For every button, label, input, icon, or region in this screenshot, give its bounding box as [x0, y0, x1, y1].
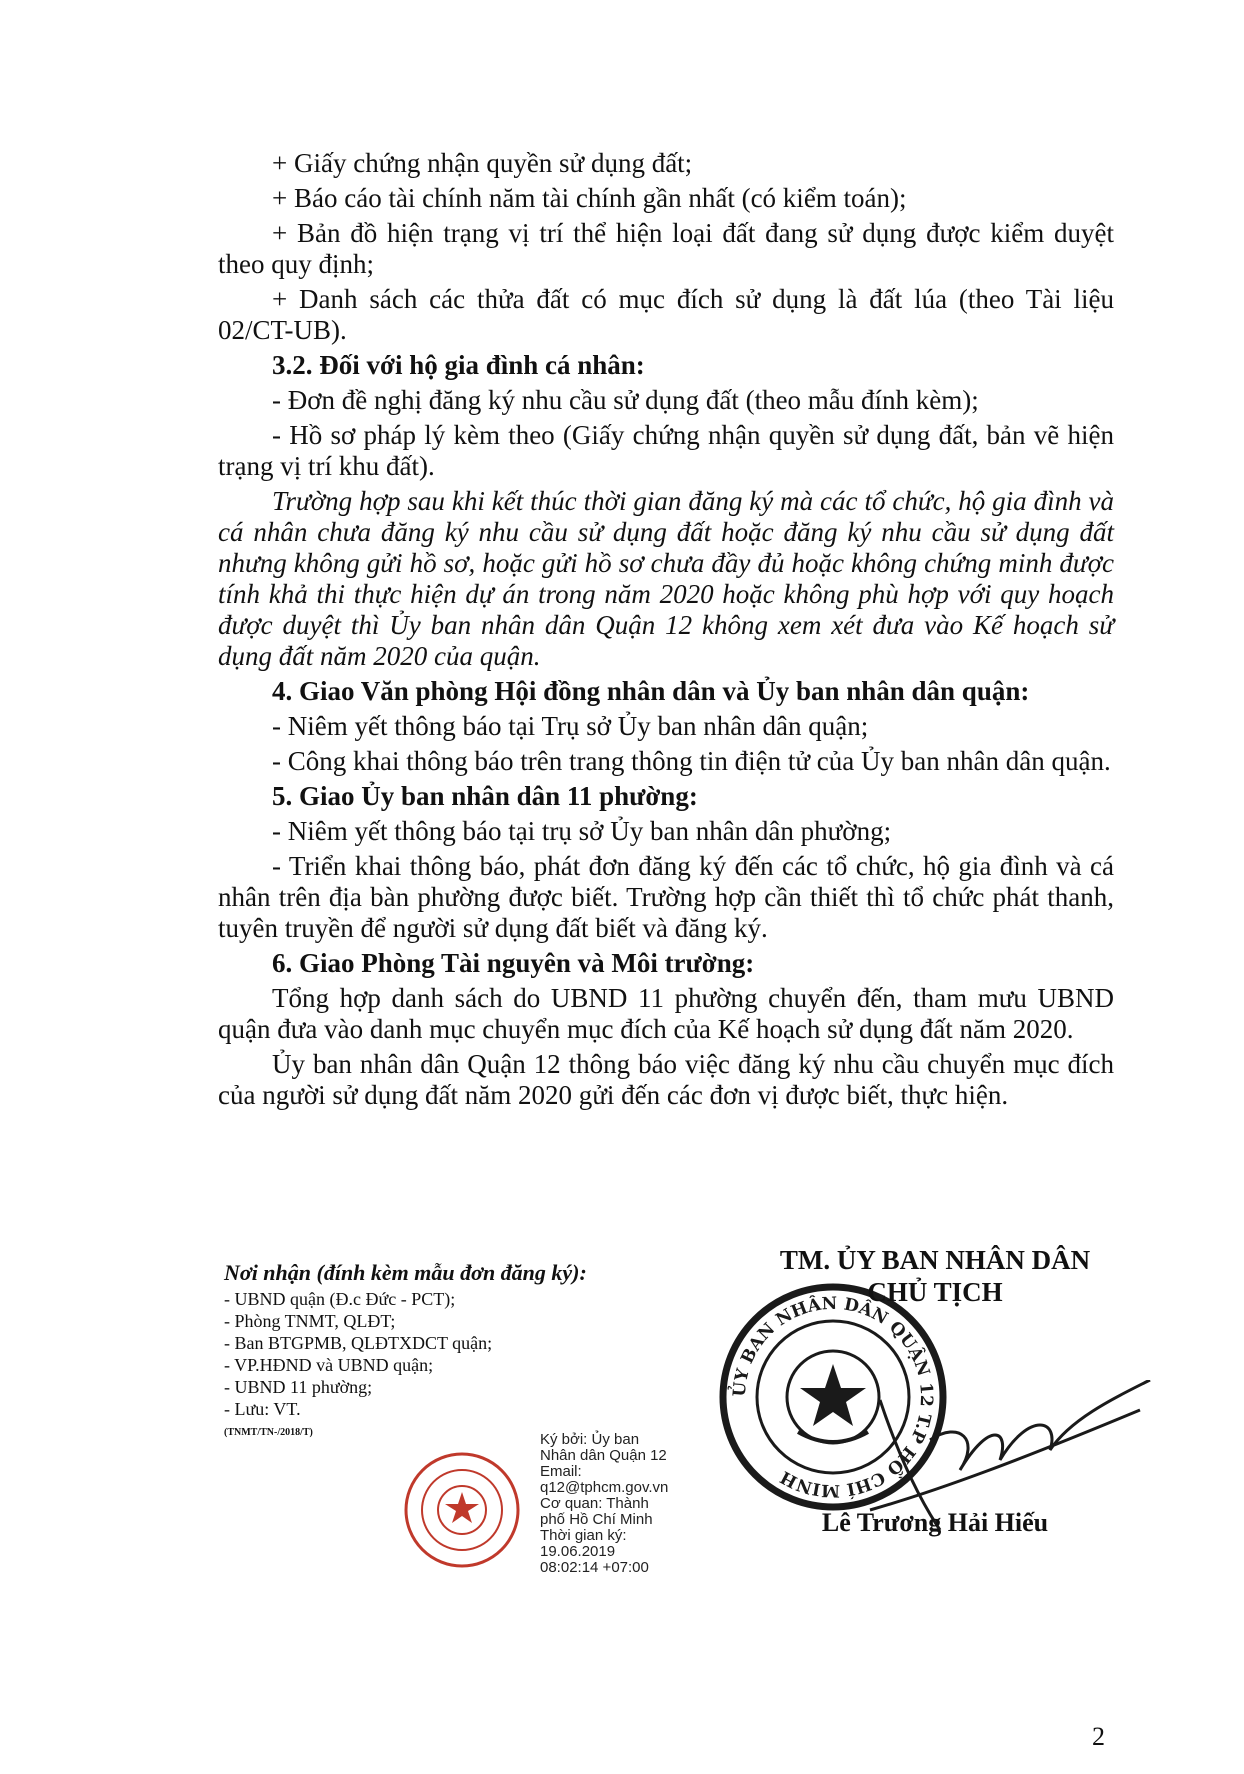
digital-signature-line: 19.06.2019: [540, 1543, 616, 1560]
recipient-item: - Lưu: VT.: [224, 1399, 301, 1419]
body-paragraph: - Niêm yết thông báo tại trụ sở Ủy ban nhân dân phường;: [272, 816, 892, 846]
recipient-item: - VP.HĐND và UBND quận;: [224, 1355, 434, 1375]
recipients-block: [224, 1262, 664, 1444]
signer-name: Lê Trương Hải Hiếu: [821, 1508, 1049, 1537]
section-heading: 5. Giao Ủy ban nhân dân 11 phường:: [272, 781, 698, 811]
signer-title: TM. ỦY BAN NHÂN DÂN: [779, 1245, 1091, 1275]
recipient-item: - Ban BTGPMB, QLĐTXDCT quận;: [224, 1333, 493, 1353]
signer-role: CHỦ TỊCH: [867, 1277, 1003, 1307]
digital-signature-line: Email:: [540, 1463, 582, 1480]
body-paragraph: Ủy ban nhân dân Quận 12 thông báo việc đăng ký nhu cầu chuyển mục đích của người sử dụng đất năm 2020 gửi đến các đơn vị được biết, thực hiện.: [218, 1049, 1114, 1110]
recipient-item: - Phòng TNMT, QLĐT;: [224, 1311, 396, 1331]
recipient-item: - UBND 11 phường;: [224, 1377, 373, 1397]
body-paragraph: Trường hợp sau khi kết thúc thời gian đăng ký mà các tổ chức, hộ gia đình và cá nhân chưa đăng ký nhu cầu sử dụng đất hoặc đăng ký nhu cầu sử dụng đất nhưng không gửi hồ sơ, hoặc gửi hồ sơ chưa đầy đủ hoặc không chứng minh được tính khả thi thực hiện dự án trong năm 2020 hoặc không phù hợp với quy hoạch được duyệt thì Ủy ban nhân dân Quận 12 không xem xét đưa vào Kế hoạch sử dụng đất năm 2020 của quận.: [218, 486, 1114, 671]
digital-signature-line: 08:02:14 +07:00: [540, 1559, 649, 1576]
document-code: (TNMT/TN-/2018/T): [224, 1427, 313, 1438]
digital-signature-line: q12@tphcm.gov.vn: [540, 1479, 669, 1496]
body-paragraph: + Giấy chứng nhận quyền sử dụng đất;: [272, 148, 693, 178]
body-paragraph: - Đơn đề nghị đăng ký nhu cầu sử dụng đất (theo mẫu đính kèm);: [272, 385, 979, 415]
body-paragraph: + Báo cáo tài chính năm tài chính gần nhất (có kiểm toán);: [272, 183, 907, 213]
body-paragraph: - Hồ sơ pháp lý kèm theo (Giấy chứng nhận quyền sử dụng đất, bản vẽ hiện trạng vị trí khu đất).: [218, 420, 1114, 481]
digital-signature-line: phố Hồ Chí Minh: [540, 1511, 653, 1528]
body-paragraph: + Danh sách các thửa đất có mục đích sử dụng là đất lúa (theo Tài liệu 02/CT-UB).: [218, 284, 1114, 345]
body-paragraph: Tổng hợp danh sách do UBND 11 phường chuyển đến, tham mưu UBND quận đưa vào danh mục chuyển mục đích của Kế hoạch sử dụng đất năm 2020.: [218, 983, 1114, 1044]
body-paragraph: - Niêm yết thông báo tại Trụ sở Ủy ban nhân dân quận;: [272, 711, 869, 741]
svg-text:ỦY BAN NHÂN DÂN QUẬN 12 T.P HỒ: ỦY BAN NHÂN DÂN QUẬN 12 T.P HỒ CHÍ MINH: [729, 1293, 937, 1501]
digital-signature-info: [540, 1432, 710, 1576]
body-paragraph: - Triển khai thông báo, phát đơn đăng ký đến các tổ chức, hộ gia đình và cá nhân trên địa bàn phường được biết. Trường hợp cần thiết thì tổ chức phát thanh, tuyên truyền để người sử dụng đất biết và đăng ký.: [218, 851, 1114, 943]
digital-signature-line: Ký bởi: Ủy ban: [540, 1431, 640, 1448]
recipient-item: - UBND quận (Đ.c Đức - PCT);: [224, 1289, 456, 1309]
digital-signature-line: Cơ quan: Thành: [540, 1495, 649, 1512]
body-paragraph: - Công khai thông báo trên trang thông tin điện tử của Ủy ban nhân dân quận.: [272, 746, 1111, 776]
digital-signature-line: Thời gian ký:: [540, 1527, 627, 1544]
section-heading: 3.2. Đối với hộ gia đình cá nhân:: [272, 350, 645, 380]
handwritten-signature-icon: [860, 1380, 1160, 1580]
section-heading: 4. Giao Văn phòng Hội đồng nhân dân và Ủy ban nhân dân quận:: [272, 676, 1030, 706]
body-paragraph: + Bản đồ hiện trạng vị trí thể hiện loại đất đang sử dụng được kiểm duyệt theo quy định;: [218, 218, 1114, 279]
digital-signature-line: Nhân dân Quận 12: [540, 1447, 667, 1464]
page-number: 2: [1092, 1722, 1105, 1751]
section-heading: 6. Giao Phòng Tài nguyên và Môi trường:: [272, 948, 755, 978]
recipients-heading: Nơi nhận (đính kèm mẫu đơn đăng ký):: [224, 1260, 587, 1285]
digital-seal-icon: [402, 1450, 522, 1570]
document-body: [218, 148, 1114, 1115]
